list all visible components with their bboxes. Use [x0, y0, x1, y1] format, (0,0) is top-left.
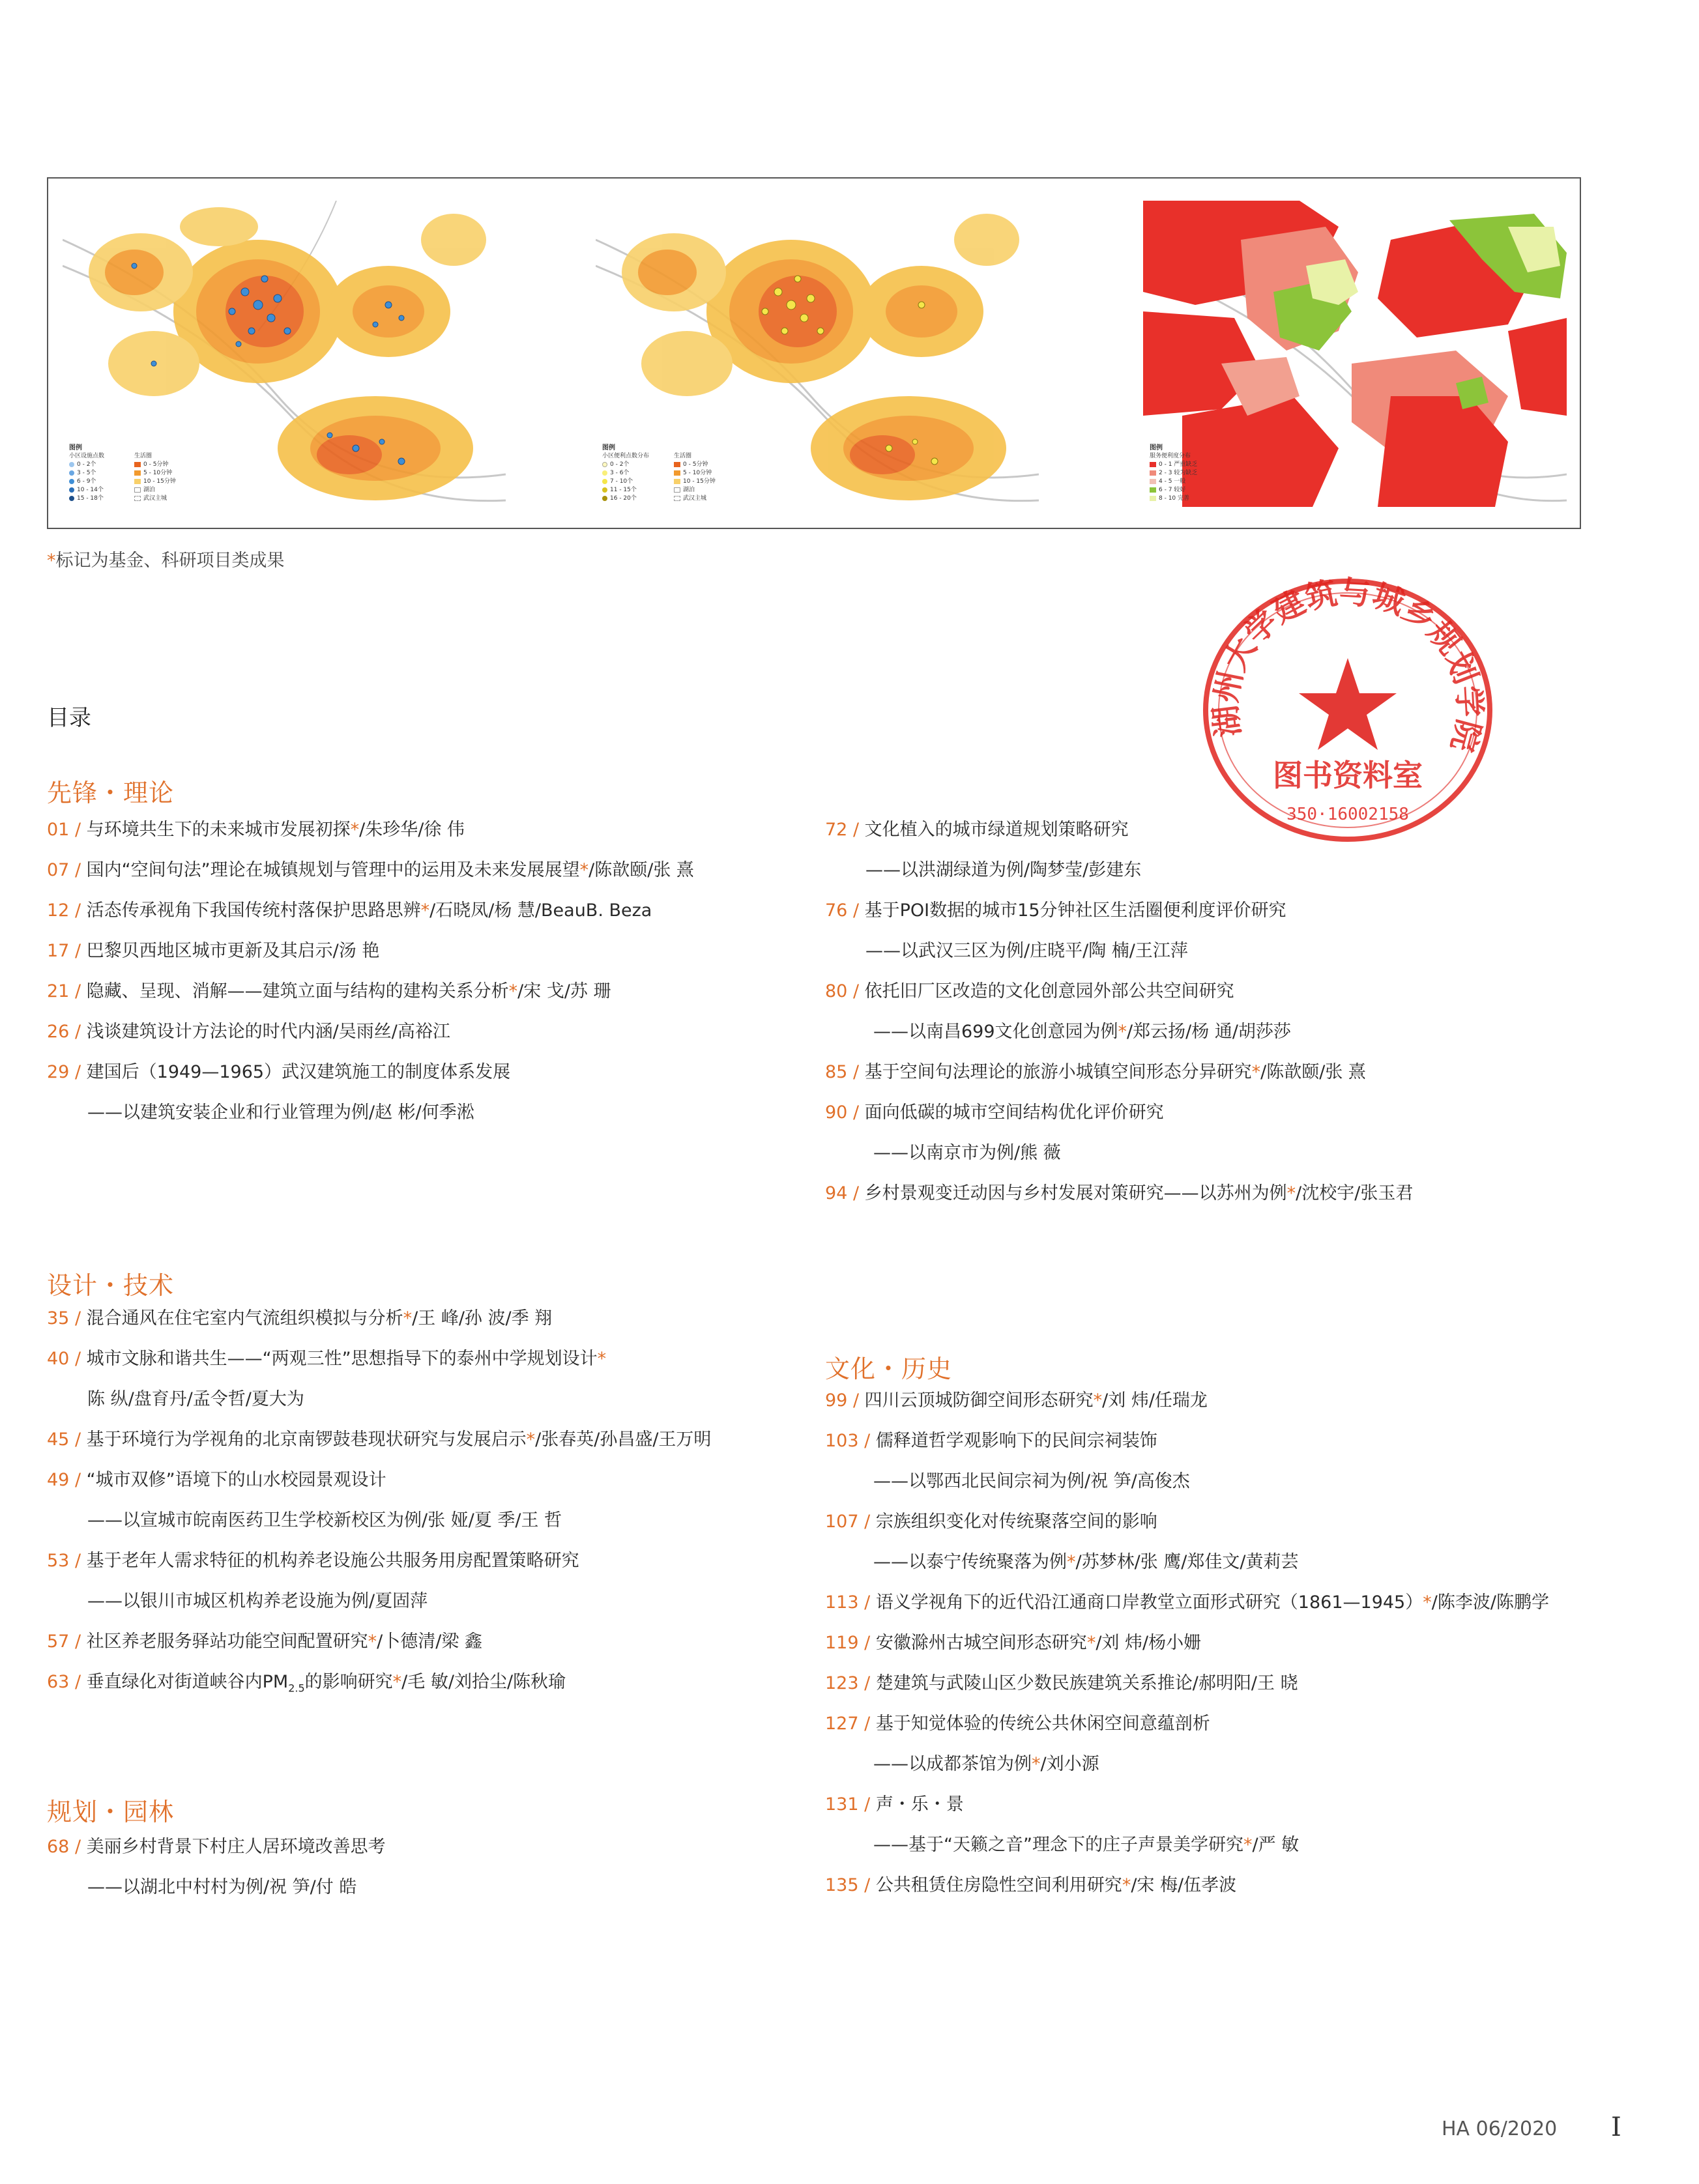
entry-subtitle: ——以银川市城区机构养老设施为例/夏固萍 [87, 1591, 428, 1611]
toc-entry[interactable] [47, 1021, 450, 1043]
section-title-culture: 文化・历史 [825, 1355, 953, 1383]
toc-entry[interactable] [825, 1632, 1201, 1654]
page-number: 63 / [47, 1672, 81, 1692]
entry-title: 儒释道哲学观影响下的民间宗祠装饰 [875, 1431, 1157, 1451]
fund-star: * [1423, 1592, 1432, 1613]
entry-title: 公共租赁住房隐性空间利用研究 [875, 1875, 1122, 1895]
map-panel-facilities [63, 201, 506, 507]
legend-convenience [602, 444, 649, 503]
entry-title: 与环境共生下的未来城市发展初探 [86, 820, 351, 840]
toc-entry[interactable] [825, 1875, 1236, 1897]
legend-title: 图例 [1150, 444, 1163, 452]
entry-authors: /刘 炜/任瑞龙 [1102, 1390, 1208, 1411]
entry-subtitle: ——以宣城市皖南医药卫生学校新校区为例/张 娅/夏 季/王 哲 [87, 1510, 562, 1530]
legend-label: 6 - 9个 [77, 478, 96, 485]
fund-star: * [1093, 1390, 1103, 1411]
page-number: 113 / [825, 1592, 871, 1613]
legend-title: 图例 [602, 444, 615, 452]
legend-label: 0 - 2个 [77, 461, 96, 468]
toc-entry[interactable] [47, 1308, 552, 1330]
page-number: 131 / [825, 1794, 871, 1815]
entry-title: 安徽滁州古城空间形态研究 [875, 1633, 1087, 1653]
fund-star: * [579, 860, 589, 880]
page-number: 76 / [825, 900, 860, 921]
toc-entry[interactable] [825, 819, 1129, 841]
page-number: 80 / [825, 981, 860, 1001]
toc-entry[interactable] [825, 1102, 1164, 1124]
toc-entry[interactable] [47, 1671, 566, 1699]
legend-label: 生活圈 [674, 453, 692, 459]
toc-entry[interactable] [825, 1390, 1208, 1412]
fund-note [47, 546, 285, 571]
fund-star: * [1122, 1875, 1131, 1895]
entry-authors: /陈李波/陈鹏学 [1431, 1592, 1549, 1613]
entry-title: 面向低碳的城市空间结构优化评价研究 [864, 1102, 1164, 1123]
stamp-seal [1198, 573, 1498, 847]
page-number-roman: I [1611, 2112, 1621, 2142]
entry-title: 基于知觉体验的传统公共休闲空间意蕴剖析 [875, 1714, 1210, 1734]
fund-note-text: 标记为基金、科研项目类成果 [55, 551, 285, 571]
entry-title: 隐藏、呈现、消解——建筑立面与结构的建构关系分析 [86, 981, 509, 1001]
entry-title: 语义学视角下的近代沿江通商口岸教堂立面形式研究（1861—1945） [875, 1592, 1423, 1613]
entry-title: 文化植入的城市绿道规划策略研究 [864, 820, 1129, 840]
subtitle-text: ——基于“天籁之音”理念下的庄子声景美学研究 [873, 1835, 1243, 1855]
legend-lifecircle-2 [674, 452, 716, 503]
toc-title: 目录 [47, 705, 91, 731]
entry-title: 国内“空间句法”理论在城镇规划与管理中的运用及未来发展展望 [86, 860, 580, 880]
subtitle-text: ——以南昌699文化创意园为例 [873, 1022, 1118, 1042]
fund-star: * [1067, 1552, 1076, 1572]
toc-entry[interactable] [47, 1631, 482, 1653]
library-stamp [1198, 573, 1498, 847]
legend-label: 8 - 10 完善 [1159, 495, 1190, 502]
entry-authors: /沈校宇/张玉君 [1296, 1183, 1414, 1203]
entry-title: 基于老年人需求特征的机构养老设施公共服务用房配置策略研究 [86, 1551, 579, 1571]
legend-lifecircle [134, 452, 176, 503]
entry-title: 四川云顶城防御空间形态研究 [864, 1390, 1094, 1411]
section-title-design: 设计・技术 [47, 1271, 175, 1300]
section-title-theory: 先锋・理论 [47, 779, 175, 807]
page-number: 94 / [825, 1183, 860, 1203]
page-number: 53 / [47, 1551, 81, 1571]
legend-label: 6 - 7 较好 [1159, 487, 1186, 493]
toc-entry[interactable] [47, 981, 611, 1003]
toc-entry[interactable] [47, 940, 379, 962]
toc-entry[interactable] [47, 1469, 386, 1491]
legend-service-level [1150, 444, 1197, 503]
page-number: 127 / [825, 1714, 871, 1734]
toc-entry[interactable] [825, 1183, 1413, 1205]
toc-entry[interactable] [47, 819, 465, 841]
legend-label: 0 - 2个 [610, 461, 630, 468]
page-number: 40 / [47, 1349, 81, 1369]
page-number: 107 / [825, 1512, 871, 1532]
entry-authors: /陈歆颐/张 熹 [588, 860, 694, 880]
entry-subtitle: ——以湖北中村村为例/祝 笋/付 皓 [87, 1877, 357, 1897]
toc-entry[interactable] [47, 900, 652, 922]
subtitle-text: ——以成都茶馆为例 [873, 1754, 1032, 1774]
fund-star: * [1251, 1062, 1261, 1082]
toc-entry[interactable] [825, 1061, 1366, 1084]
fund-star: * [350, 820, 360, 840]
page-number: 29 / [47, 1062, 81, 1082]
legend-label: 0 - 5分钟 [143, 461, 169, 468]
page-number: 68 / [47, 1837, 81, 1857]
entry-title: 基于环境行为学视角的北京南锣鼓巷现状研究与发展启示 [86, 1430, 527, 1450]
toc-entry[interactable] [825, 1794, 964, 1816]
entry-title: 浅谈建筑设计方法论的时代内涵/吴雨丝/高裕江 [86, 1022, 450, 1042]
entry-subtitle: ——以南京市为例/熊 薇 [873, 1143, 1061, 1163]
map-panel-service-level [1143, 201, 1567, 507]
fund-star: * [1286, 1183, 1296, 1203]
legend-label: 3 - 5个 [77, 470, 96, 476]
section-title-planning: 规划・园林 [47, 1798, 175, 1826]
toc-entry[interactable] [47, 1348, 606, 1370]
figure-strip [47, 177, 1581, 529]
entry-subtitle: ——以鄂西北民间宗祠为例/祝 笋/高俊杰 [873, 1471, 1190, 1491]
heatmap-facilities [63, 201, 506, 507]
entry-authors: /王 峰/孙 波/季 翔 [412, 1308, 553, 1329]
entry-authors: /宋 梅/伍孝波 [1131, 1875, 1237, 1895]
legend-label: 4 - 5 一般 [1159, 478, 1186, 485]
legend-label: 湖泊 [683, 487, 695, 493]
fund-star: * [526, 1430, 536, 1450]
heatmap-convenience [596, 201, 1039, 507]
star-icon [1299, 658, 1397, 750]
entry-title: 建国后（1949—1965）武汉建筑施工的制度体系发展 [86, 1062, 511, 1082]
legend-label: 10 - 15分钟 [143, 478, 176, 485]
toc-entry[interactable] [825, 1592, 1549, 1614]
legend-label: 0 - 1 严重缺乏 [1159, 461, 1198, 468]
toc-entry[interactable] [825, 1511, 1157, 1533]
page-number: 119 / [825, 1633, 871, 1653]
entry-title: 美丽乡村背景下村庄人居环境改善思考 [86, 1837, 386, 1857]
entry-title: 基于空间句法理论的旅游小城镇空间形态分异研究 [864, 1062, 1252, 1082]
page-number: 01 / [47, 820, 81, 840]
entry-subtitle: 陈 纵/盘育丹/孟令哲/夏大为 [87, 1389, 304, 1409]
entry-title: 活态传承视角下我国传统村落保护思路思辨 [86, 900, 421, 921]
fund-star: * [47, 551, 56, 571]
legend-label: 10 - 15分钟 [683, 478, 716, 485]
legend-label: 10 - 14个 [77, 487, 104, 493]
legend-label: 7 - 10个 [610, 478, 633, 485]
entry-authors: /朱珍华/徐 伟 [359, 820, 465, 840]
fund-star: * [597, 1349, 607, 1369]
legend-label: 小区设施点数 [69, 453, 105, 459]
page-number: 21 / [47, 981, 81, 1001]
legend-label: 3 - 6个 [610, 470, 630, 476]
page-number: 135 / [825, 1875, 871, 1895]
legend-title: 图例 [69, 444, 82, 452]
entry-subtitle: ——以建筑安装企业和行业管理为例/赵 彬/何季淞 [87, 1102, 474, 1123]
choropleth-service-level [1143, 201, 1567, 507]
entry-authors: /苏梦林/张 鹰/郑佳文/黄莉芸 [1075, 1552, 1299, 1572]
toc-entry[interactable] [825, 1673, 1298, 1695]
legend-label: 2 - 3 较为缺乏 [1159, 470, 1198, 476]
legend-label: 武汉主城 [683, 495, 707, 502]
toc-entry[interactable] [47, 1429, 711, 1451]
entry-subtitle: ——以武汉三区为例/庄晓平/陶 楠/王江萍 [865, 941, 1188, 961]
fund-star: * [1032, 1754, 1041, 1774]
entry-subtitle [873, 1834, 1299, 1856]
entry-title: 社区养老服务驿站功能空间配置研究 [86, 1631, 368, 1652]
legend-facilities [69, 444, 104, 503]
toc-entry[interactable] [825, 900, 1286, 922]
page-number: 72 / [825, 820, 860, 840]
legend-label: 0 - 5分钟 [683, 461, 708, 468]
page-number: 35 / [47, 1308, 81, 1329]
page-number: 17 / [47, 941, 81, 961]
page-number: 123 / [825, 1673, 871, 1693]
legend-label: 11 - 15个 [610, 487, 637, 493]
entry-subtitle [873, 1753, 1099, 1775]
entry-subtitle [873, 1551, 1298, 1573]
page-number: 49 / [47, 1470, 81, 1490]
toc-entry[interactable] [47, 1550, 579, 1572]
entry-authors: /陈歆颐/张 熹 [1260, 1062, 1366, 1082]
page-number: 90 / [825, 1102, 860, 1123]
page-number: 45 / [47, 1430, 81, 1450]
entry-authors: /石晓凤/杨 慧/BeauB. Beza [429, 900, 652, 921]
entry-title: 乡村景观变迁动因与乡村发展对策研究——以苏州为例 [864, 1183, 1287, 1203]
fund-star: * [1086, 1633, 1096, 1653]
stamp-inner-text: 图书资料室 [1273, 758, 1423, 793]
entry-subtitle [873, 1021, 1291, 1043]
entry-authors: /张春英/孙昌盛/王万明 [535, 1430, 712, 1450]
fund-star: * [420, 900, 430, 921]
page-number: 85 / [825, 1062, 860, 1082]
legend-label: 湖泊 [143, 487, 156, 493]
stamp-outer-text: 湖州大学建筑与城乡规划学院 [1207, 573, 1488, 756]
page-number: 57 / [47, 1631, 81, 1652]
legend-label: 16 - 20个 [610, 495, 637, 502]
pm-subscript: 2.5 [288, 1682, 305, 1695]
entry-authors: /严 敏 [1252, 1835, 1300, 1855]
page-number: 103 / [825, 1431, 871, 1451]
fund-star: * [508, 981, 518, 1001]
issue-label: HA 06/2020 [1442, 2118, 1558, 2140]
entry-title: 依托旧厂区改造的文化创意园外部公共空间研究 [864, 981, 1234, 1001]
entry-authors: /刘 炜/杨小姗 [1096, 1633, 1202, 1653]
entry-authors: /郑云扬/杨 通/胡莎莎 [1127, 1022, 1291, 1042]
stamp-number: 350·16002158 [1286, 805, 1409, 824]
page-number: 26 / [47, 1022, 81, 1042]
toc-entry[interactable] [47, 859, 694, 882]
legend-label: 5 - 10分钟 [683, 470, 712, 476]
entry-title: 巴黎贝西地区城市更新及其启示/汤 艳 [86, 941, 380, 961]
legend-label: 15 - 18个 [77, 495, 104, 502]
entry-title-cont: 的影响研究 [304, 1672, 393, 1692]
legend-label: 5 - 10分钟 [143, 470, 173, 476]
fund-star: * [1118, 1022, 1127, 1042]
fund-star: * [368, 1631, 377, 1652]
subtitle-text: ——以泰宁传统聚落为例 [873, 1552, 1067, 1572]
fund-star: * [1243, 1835, 1253, 1855]
entry-title: 垂直绿化对街道峡谷内PM [86, 1672, 289, 1692]
entry-title: “城市双修”语境下的山水校园景观设计 [86, 1470, 386, 1490]
legend-label: 服务便利度分布 [1150, 453, 1191, 459]
toc-entry[interactable] [825, 981, 1234, 1003]
legend-label: 武汉主城 [143, 495, 167, 502]
page-number: 12 / [47, 900, 81, 921]
entry-title: 城市文脉和谐共生——“两观三性”思想指导下的泰州中学规划设计 [86, 1349, 598, 1369]
entry-authors: /卜德清/梁 鑫 [377, 1631, 482, 1652]
legend-label: 小区便利点数分布 [602, 453, 650, 459]
entry-subtitle: ——以洪湖绿道为例/陶梦莹/彭建东 [865, 860, 1142, 880]
toc-entry[interactable] [825, 1430, 1157, 1452]
entry-authors: /毛 敏/刘拾尘/陈秋瑜 [401, 1672, 566, 1692]
entry-authors: /宋 戈/苏 珊 [517, 981, 611, 1001]
fund-star: * [392, 1672, 402, 1692]
entry-authors: /刘小源 [1040, 1754, 1099, 1774]
toc-entry[interactable] [825, 1713, 1210, 1735]
fund-star: * [403, 1308, 413, 1329]
page-number: 99 / [825, 1390, 860, 1411]
page-number: 07 / [47, 860, 81, 880]
entry-title: 楚建筑与武陵山区少数民族建筑关系推论/郝明阳/王 晓 [875, 1673, 1298, 1693]
entry-title: 宗族组织变化对传统聚落空间的影响 [875, 1512, 1157, 1532]
toc-entry[interactable] [47, 1836, 386, 1858]
toc-entry[interactable] [47, 1061, 510, 1084]
entry-title: 基于POI数据的城市15分钟社区生活圈便利度评价研究 [864, 900, 1286, 921]
legend-label: 生活圈 [134, 453, 152, 459]
map-panel-convenience [596, 201, 1039, 507]
entry-title: 混合通风在住宅室内气流组织模拟与分析 [86, 1308, 403, 1329]
entry-title: 声・乐・景 [875, 1794, 964, 1815]
